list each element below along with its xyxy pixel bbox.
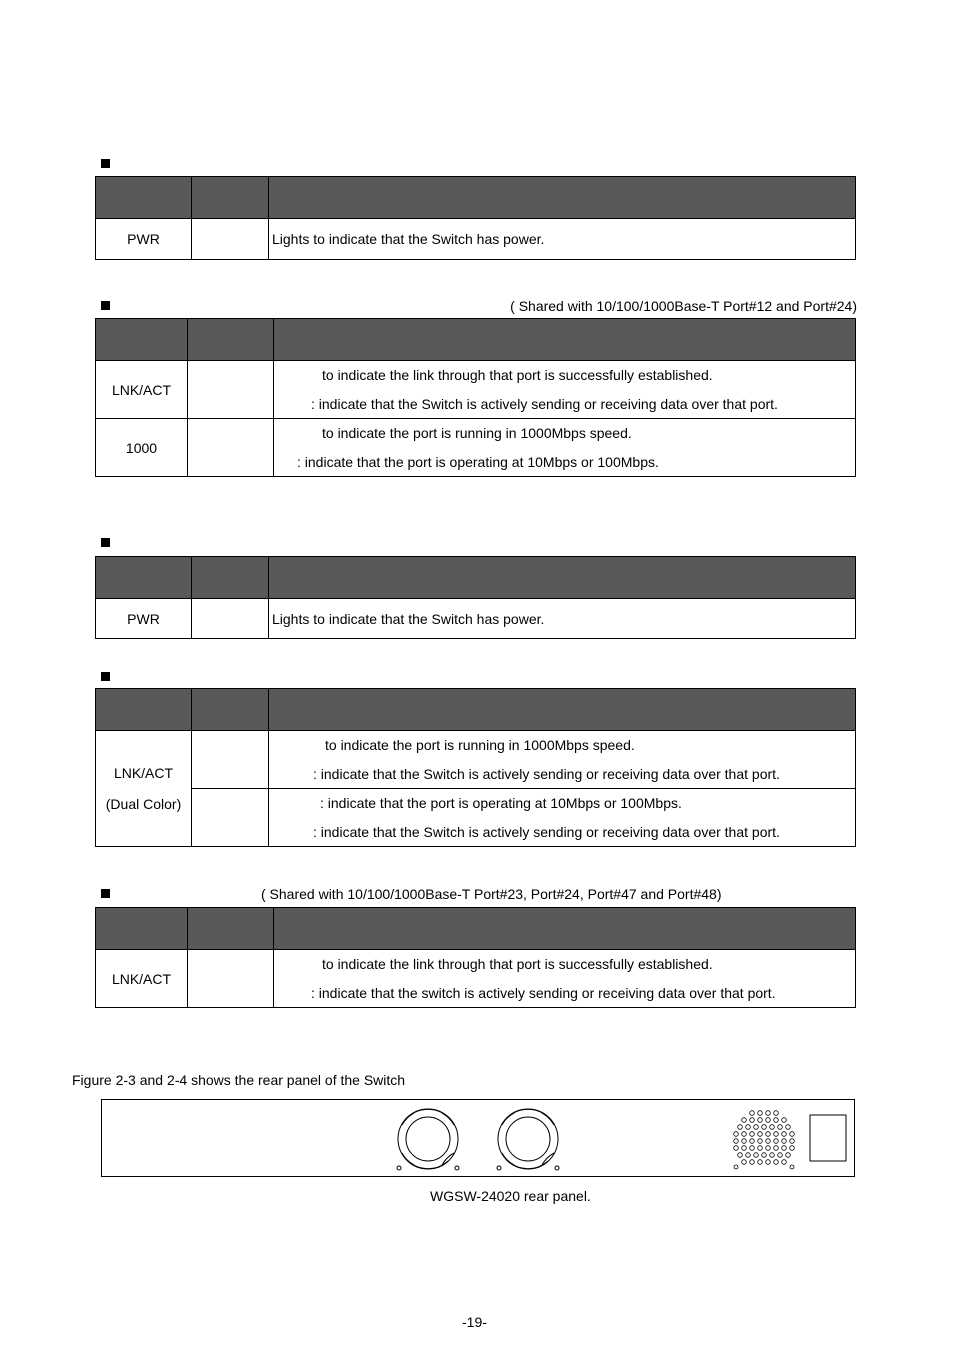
- section5-bullet: [101, 889, 110, 898]
- section2-bullet: [101, 301, 110, 310]
- desc-line: : indicate that the switch is actively sending or receiving data over that port.: [311, 985, 776, 1001]
- vent-holes-icon: [734, 1111, 795, 1169]
- table-row: [96, 361, 856, 419]
- figure-caption: WGSW-24020 rear panel.: [430, 1188, 591, 1204]
- led-name-sub: (Dual Color): [105, 796, 182, 812]
- desc-line: to indicate the link through that port is successfully established.: [322, 956, 713, 972]
- led-desc: [274, 419, 856, 477]
- desc-line: : indicate that the port is operating at 10Mbps or 100Mbps.: [297, 454, 659, 470]
- desc-line: to indicate the link through that port is successfully established.: [322, 367, 713, 383]
- table-header-row: [96, 689, 856, 731]
- led-desc: Lights to indicate that the Switch has power.: [269, 219, 856, 260]
- table-row: [96, 219, 856, 260]
- led-desc: Lights to indicate that the Switch has power.: [269, 599, 856, 639]
- led-color: [188, 419, 274, 477]
- table-header-row: [96, 177, 856, 219]
- section3-bullet: [101, 538, 110, 547]
- led-color: [192, 731, 269, 789]
- desc-line: : indicate that the Switch is actively sending or receiving data over that port.: [311, 396, 778, 412]
- led-color: [192, 219, 269, 260]
- table-row: [96, 599, 856, 639]
- desc-line: to indicate the port is running in 1000Mbps speed.: [325, 737, 635, 753]
- rear-panel-drawing: [102, 1100, 854, 1176]
- led-name: PWR: [96, 219, 192, 260]
- page-number: -19-: [462, 1314, 487, 1330]
- led-desc: [274, 950, 856, 1008]
- table-row: [96, 731, 856, 789]
- led-color: [188, 950, 274, 1008]
- section5-note: ( Shared with 10/100/1000Base-T Port#23, Port#24, Port#47 and Port#48): [261, 886, 722, 902]
- fan-icon: [497, 1109, 559, 1170]
- led-name: 1000: [96, 419, 188, 477]
- led-desc: [269, 731, 856, 789]
- fan-icon: [397, 1109, 459, 1170]
- figure-intro: Figure 2-3 and 2-4 shows the rear panel of the Switch: [72, 1072, 406, 1088]
- section1-bullet: [101, 159, 110, 168]
- table-row: [96, 950, 856, 1008]
- rear-panel-figure: [101, 1099, 855, 1177]
- led-color: [188, 361, 274, 419]
- section3-table: [95, 556, 856, 639]
- table-row: [96, 419, 856, 477]
- led-name: LNK/ACT: [96, 361, 188, 419]
- power-socket-icon: [810, 1115, 846, 1161]
- led-name: PWR: [96, 599, 192, 639]
- desc-line: : indicate that the Switch is actively sending or receiving data over that port.: [313, 766, 780, 782]
- led-name: LNK/ACT: [96, 950, 188, 1008]
- led-color: [192, 599, 269, 639]
- table-header-row: [96, 319, 856, 361]
- desc-line: : indicate that the port is operating at 10Mbps or 100Mbps.: [320, 795, 682, 811]
- led-name-line: LNK/ACT: [113, 765, 174, 781]
- table-header-row: [96, 557, 856, 599]
- table-header-row: [96, 908, 856, 950]
- table-row: [96, 789, 856, 847]
- led-name: [96, 731, 192, 847]
- section2-note: ( Shared with 10/100/1000Base-T Port#12 and Port#24): [510, 298, 857, 314]
- section1-table: [95, 176, 856, 260]
- led-desc: [274, 361, 856, 419]
- desc-line: : indicate that the Switch is actively sending or receiving data over that port.: [313, 824, 780, 840]
- section4-table: [95, 688, 856, 847]
- led-desc: [269, 789, 856, 847]
- section4-bullet: [101, 672, 110, 681]
- led-color: [192, 789, 269, 847]
- section5-table: [95, 907, 856, 1008]
- desc-line: to indicate the port is running in 1000Mbps speed.: [322, 425, 632, 441]
- section2-table: [95, 318, 856, 477]
